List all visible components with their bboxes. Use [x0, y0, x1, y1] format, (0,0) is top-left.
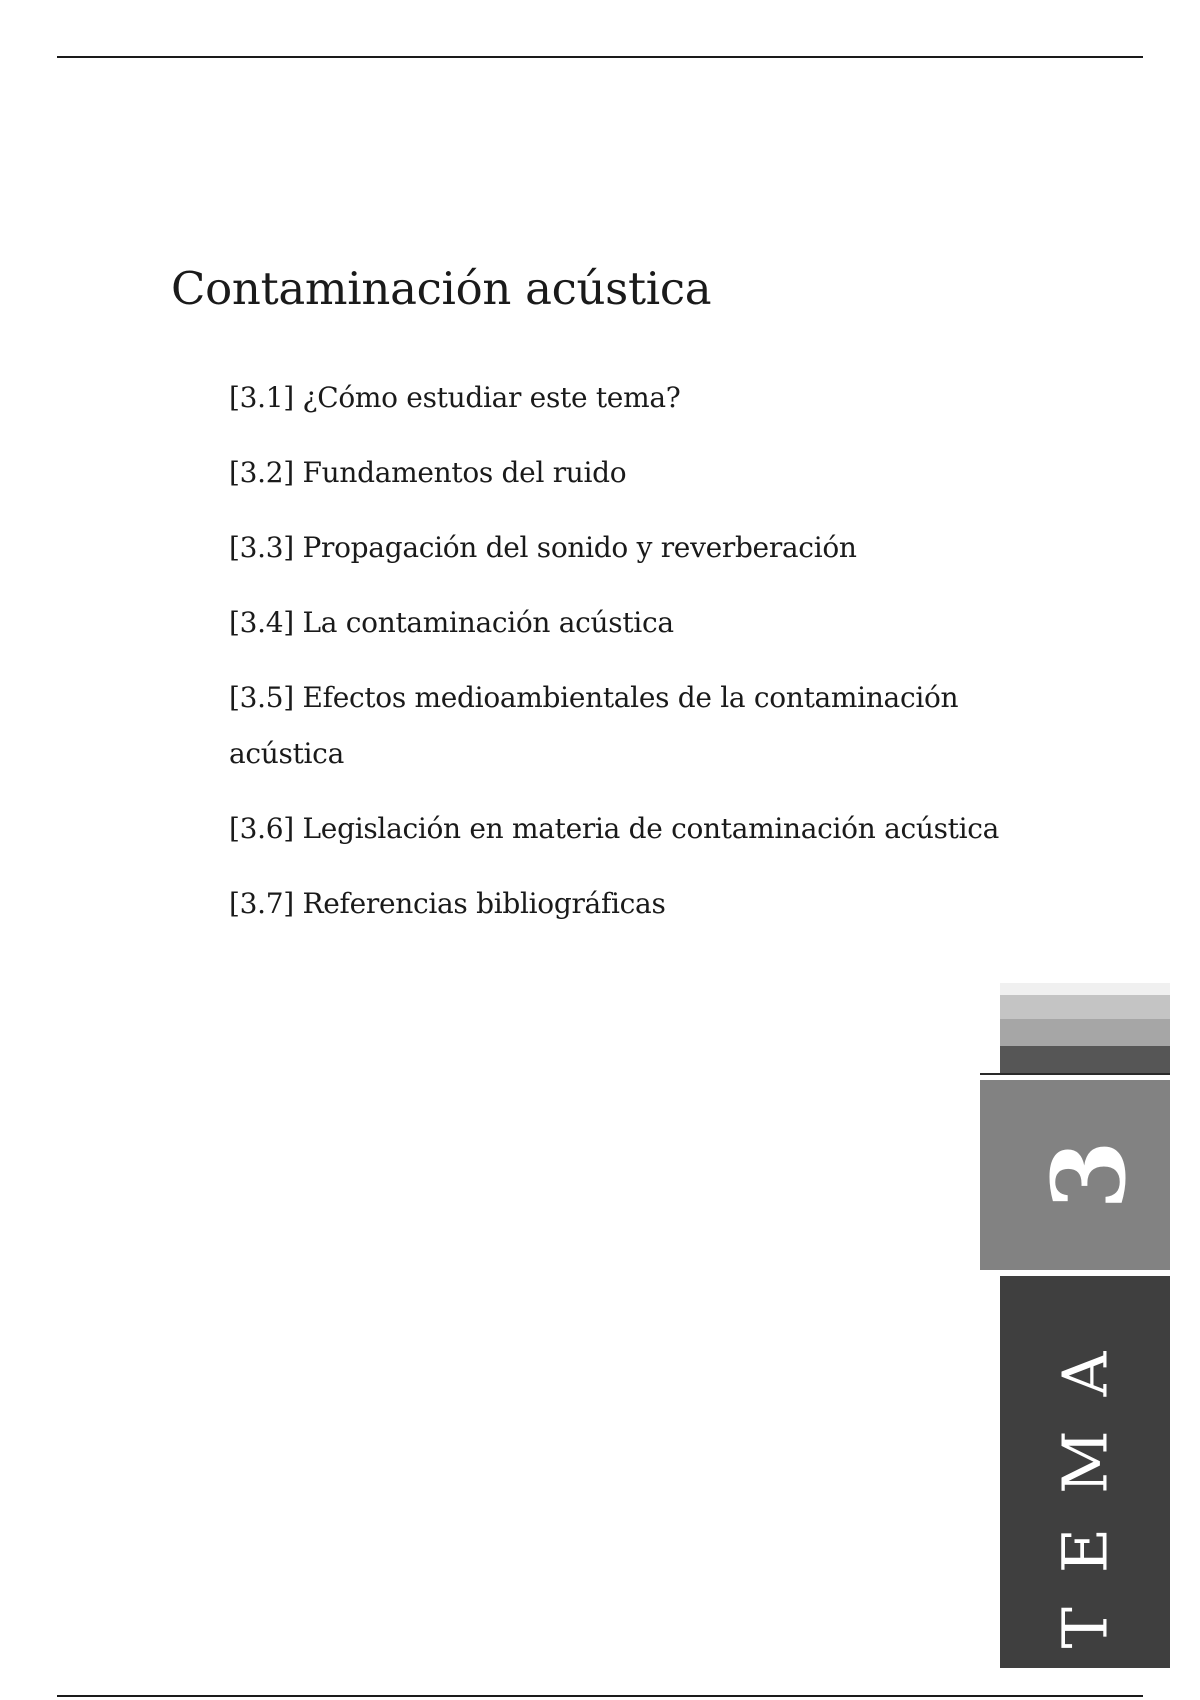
- table-of-contents: [229, 370, 1029, 951]
- toc-item-3-7: [229, 876, 1029, 932]
- top-rule: [57, 56, 1143, 58]
- toc-item-number: [3.6]: [229, 812, 294, 845]
- chapter-number-tab: [980, 1080, 1170, 1270]
- toc-item-text: Fundamentos del ruido: [302, 456, 627, 489]
- bottom-rule: [57, 1695, 1143, 1697]
- chapter-label: TEMA: [1048, 1317, 1121, 1649]
- toc-item-text: Referencias bibliográficas: [302, 887, 666, 920]
- toc-item-number: [3.4]: [229, 606, 294, 639]
- toc-item-3-2: [229, 445, 1029, 501]
- toc-item-text: Propagación del sonido y reverberación: [302, 531, 857, 564]
- tab-divider-line: [980, 1073, 1170, 1075]
- toc-item-3-3: [229, 520, 1029, 576]
- chapter-number: 3: [1030, 1140, 1148, 1210]
- tab-stripe-lightest: [1000, 983, 1170, 995]
- toc-item-number: [3.3]: [229, 531, 294, 564]
- toc-item-3-5: [229, 670, 1029, 782]
- toc-item-text: La contaminación acústica: [302, 606, 674, 639]
- toc-item-3-1: [229, 370, 1029, 426]
- toc-item-number: [3.5]: [229, 681, 294, 714]
- toc-item-text: Efectos medioambientales de la contaminación acústica: [229, 681, 959, 770]
- toc-item-text: Legislación en materia de contaminación acústica: [302, 812, 1000, 845]
- toc-item-3-4: [229, 595, 1029, 651]
- toc-item-number: [3.1]: [229, 381, 294, 414]
- page-title: Contaminación acústica: [171, 262, 712, 315]
- toc-item-number: [3.7]: [229, 887, 294, 920]
- tab-stripe-dark: [1000, 1046, 1170, 1073]
- tab-stripe-medium: [1000, 1019, 1170, 1046]
- toc-item-text: ¿Cómo estudiar este tema?: [302, 381, 681, 414]
- chapter-label-tab: [1000, 1276, 1170, 1668]
- toc-item-3-6: [229, 801, 1029, 857]
- toc-item-number: [3.2]: [229, 456, 294, 489]
- tab-stripe-light: [1000, 995, 1170, 1019]
